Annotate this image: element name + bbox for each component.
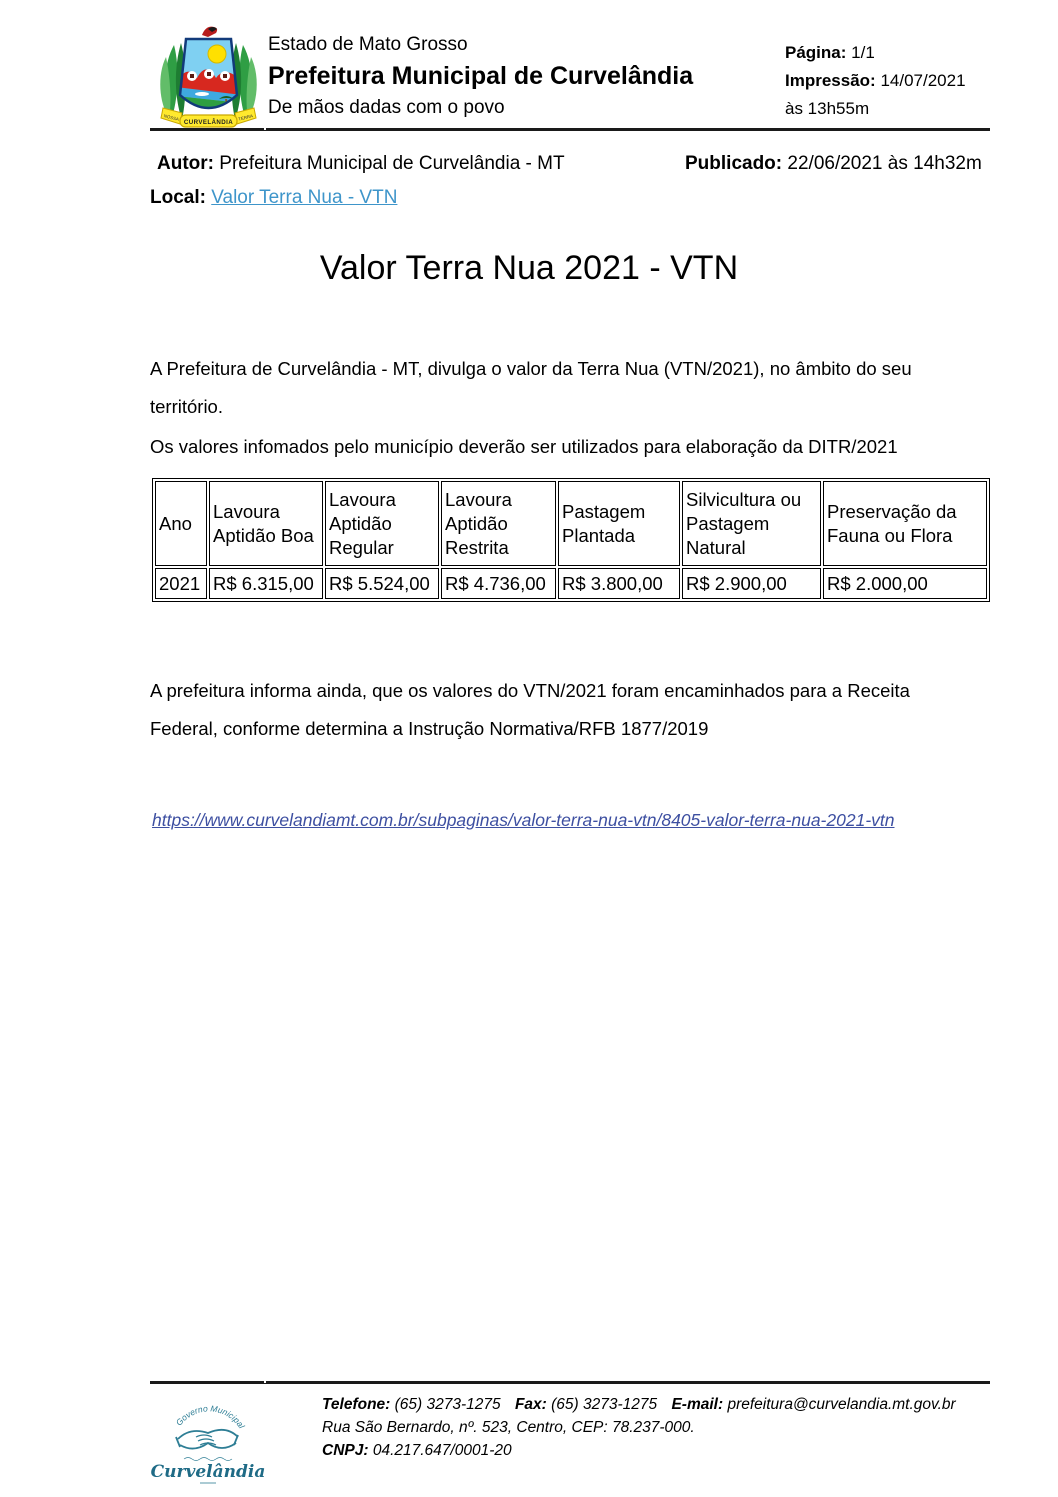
article-meta [150,152,990,220]
footer-address-line: Rua São Bernardo, nº. 523, Centro, CEP: 78.237-000. [322,1419,695,1436]
cell-silvicultura: R$ 2.900,00 [682,568,821,599]
author-value: Prefeitura Municipal de Curvelândia - MT [219,153,565,174]
cnpj-label: CNPJ: [322,1442,369,1459]
page-title: Valor Terra Nua 2021 - VTN [319,249,739,287]
header-org-title: Prefeitura Municipal de Curvelândia [268,62,694,90]
local-label: Local: [150,187,206,208]
footer-contact [322,1393,956,1462]
receita-paragraph: A prefeitura informa ainda, que os valores do VTN/2021 foram encaminhados para a Receita Federal, conforme determina a Instrução Normativa/RFB 1877/2019 [150,680,910,739]
usage-paragraph: Os valores infomados pelo município deverão ser utilizados para elaboração da DITR/2021 [150,436,898,457]
cell-ano: 2021 [155,568,207,599]
phone-value: (65) 3273-1275 [394,1396,501,1413]
local-category-link[interactable]: Valor Terra Nua - VTN [211,187,398,208]
vtn-values-table [152,478,990,602]
cnpj-value: 04.217.647/0001-20 [372,1442,512,1459]
header-cell-pastagem-plantada: Pastagem Plantada [558,481,680,566]
phone-label: Telefone: [322,1396,391,1413]
header-cell-lavoura-restrita: Lavoura Aptidão Restrita [441,481,556,566]
header-identity [268,33,693,120]
footer-divider [150,1381,990,1384]
cell-preservacao: R$ 2.000,00 [823,568,987,599]
published-label: Publicado: [685,153,783,174]
cell-lavoura-regular: R$ 5.524,00 [325,568,439,599]
footer-cnpj-line [322,1439,956,1462]
cell-lavoura-restrita: R$ 4.736,00 [441,568,556,599]
municipal-coat-of-arms-icon [156,23,261,140]
page-number-line [785,39,966,67]
print-date-line [785,67,966,95]
header-divider [150,128,990,131]
author-line [150,153,565,174]
table-header-row [155,481,987,566]
header-state: Estado de Mato Grosso [268,34,468,55]
crest-ribbon-right-text: TERRA [237,113,254,122]
crest-ribbon-left-text: NOSSA [163,113,180,122]
cell-lavoura-boa: R$ 6.315,00 [209,568,323,599]
footer-logo-name: Curvelândia [150,1462,266,1482]
footer-logo-arc-text: Governo Municipal [173,1403,247,1431]
published-line [685,152,982,176]
intro-paragraph: A Prefeitura de Curvelândia - MT, divulga o valor da Terra Nua (VTN/2021), no âmbito do seu território. [150,358,912,417]
email-value: prefeitura@curvelandia.mt.gov.br [727,1396,956,1413]
email-label: E-mail: [671,1396,724,1413]
footer-contact-line [322,1393,956,1416]
print-date-value: 14/07/2021 [880,71,966,90]
header-slogan: De mãos dadas com o povo [268,97,505,118]
handshake-logo-icon [150,1387,268,1492]
page-number-value: 1/1 [851,43,875,62]
header-cell-ano: Ano [155,481,207,566]
table-row [155,568,987,599]
author-label: Autor: [157,153,214,174]
crest-banner-text: CURVELÂNDIA [183,119,234,126]
header-cell-preservacao: Preservação da Fauna ou Flora [823,481,987,566]
published-value: 22/06/2021 às 14h32m [787,153,982,174]
print-time-value: às 13h55m [785,99,870,118]
svg-text:Governo Municipal [174,1403,248,1431]
print-info [785,39,966,123]
print-time-line [785,95,966,123]
header-cell-silvicultura: Silvicultura ou Pastagem Natural [682,481,821,566]
fax-label: Fax: [514,1396,547,1413]
header-cell-lavoura-regular: Lavoura Aptidão Regular [325,481,439,566]
print-date-label: Impressão: [785,71,876,90]
page-number-label: Página: [785,43,847,62]
cell-pastagem-plantada: R$ 3.800,00 [558,568,680,599]
header-cell-lavoura-boa: Lavoura Aptidão Boa [209,481,323,566]
source-url-link[interactable]: https://www.curvelandiamt.com.br/subpaginas/valor-terra-nua-vtn/8405-valor-terra-nua-2021-vtn [152,810,895,830]
fax-value: (65) 3273-1275 [551,1396,658,1413]
